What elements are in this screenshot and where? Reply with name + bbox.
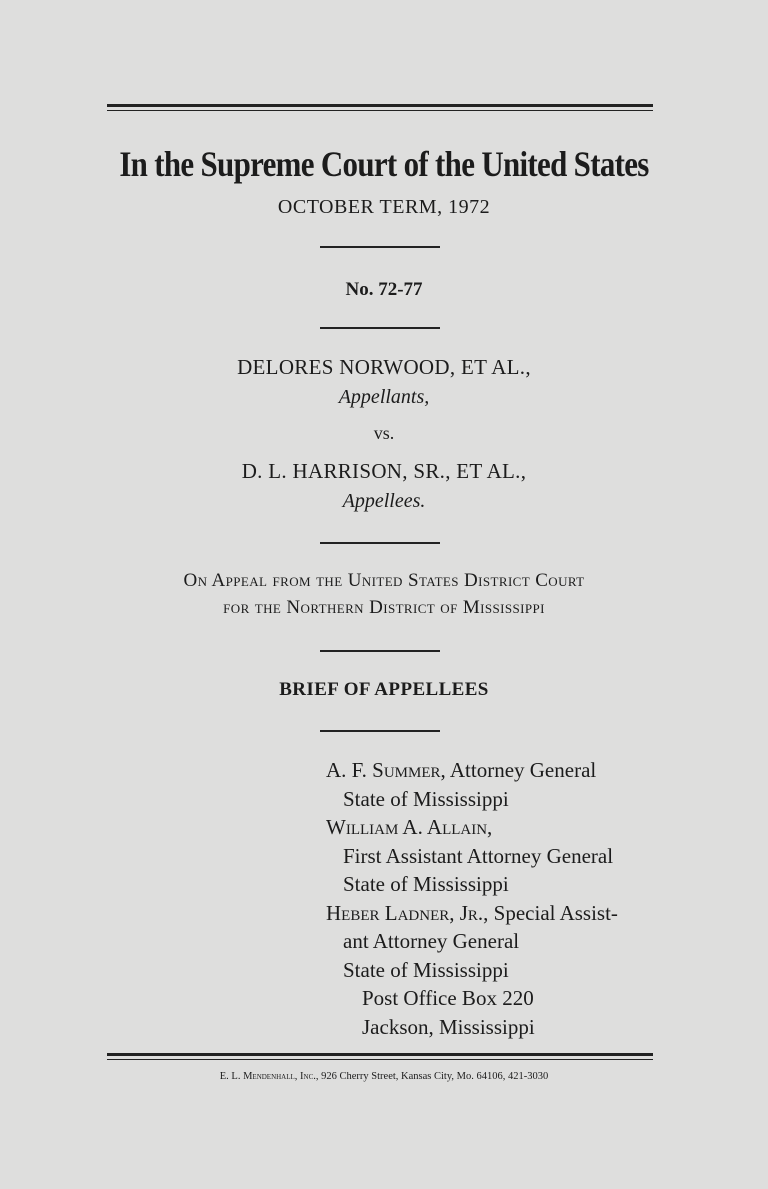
top-double-rule: [107, 104, 653, 111]
appellants-name: DELORES NORWOOD, ET AL.,: [237, 355, 531, 379]
attorney-3-line: [326, 899, 618, 928]
attorney-2-title: First Assistant Attorney General: [343, 843, 614, 868]
divider-rule: [320, 650, 440, 652]
attorney-1-name: A. F. Summer,: [326, 758, 446, 782]
printer-imprint: [0, 1071, 768, 1082]
attorney-2-name: William A. Allain,: [326, 815, 493, 839]
divider-rule: [320, 246, 440, 248]
attorney-2-state: State of Mississippi: [343, 872, 509, 896]
appellants-role: Appellants,: [338, 386, 430, 408]
attorney-3-title: Special Assist-: [488, 900, 618, 925]
appeal-line-1: On Appeal from the United States District Court: [183, 570, 585, 591]
attorney-1-title: Attorney General: [445, 758, 597, 782]
counsel-block: [326, 756, 618, 1041]
divider-rule: [320, 730, 440, 732]
court-title: In the Supreme Court of the United States: [119, 144, 649, 184]
printer-address: 926 Cherry Street, Kansas City, Mo. 64106, 421-3030: [318, 1071, 549, 1082]
address-line-1: Post Office Box 220: [362, 986, 534, 1010]
brief-title: BRIEF OF APPELLEES: [279, 679, 489, 700]
attorney-1-state: State of Mississippi: [343, 786, 509, 811]
versus: vs.: [373, 423, 395, 443]
term-line: OCTOBER TERM, 1972: [277, 196, 491, 218]
printer-name: E. L. Mendenhall, Inc.,: [219, 1071, 319, 1082]
appellees-name: D. L. HARRISON, SR., ET AL.,: [241, 459, 527, 483]
attorney-3-name: Heber Ladner, Jr.,: [326, 900, 489, 925]
docket-number: No. 72-77: [345, 279, 423, 300]
address-line-2: Jackson, Mississippi: [362, 1014, 535, 1039]
divider-rule: [320, 542, 440, 544]
bottom-double-rule: [107, 1053, 653, 1060]
divider-rule: [320, 327, 440, 329]
attorney-3-state: State of Mississippi: [343, 957, 509, 982]
attorney-1-line: [326, 756, 618, 785]
appeal-line-2: for the Northern District of Mississippi: [223, 597, 545, 618]
appellees-role: Appellees.: [342, 490, 426, 512]
attorney-3-title-cont: ant Attorney General: [343, 929, 520, 953]
